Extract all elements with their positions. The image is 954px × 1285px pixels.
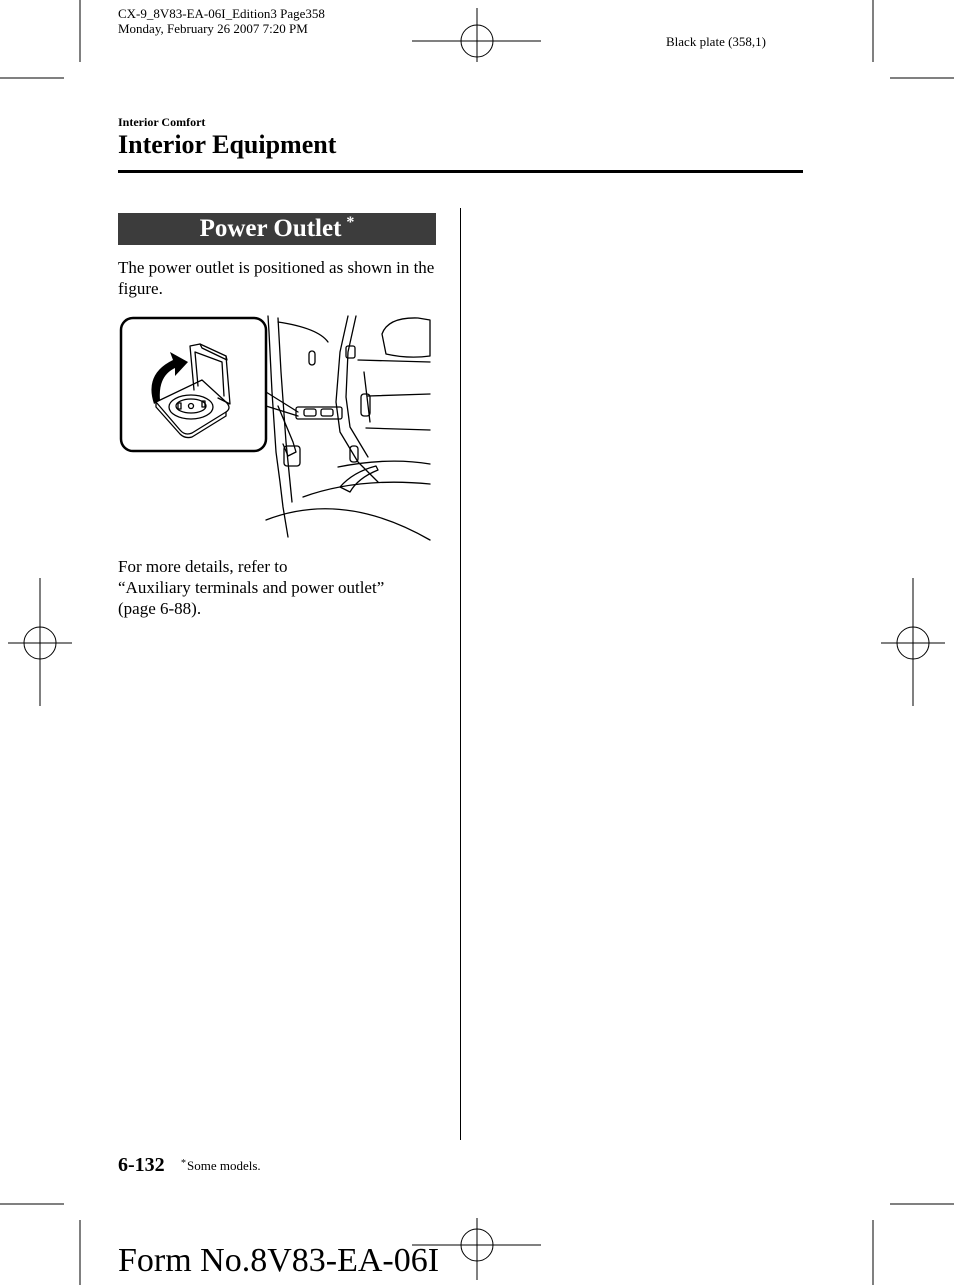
power-outlet-figure [118,312,434,544]
footnote-text: Some models. [187,1158,261,1173]
print-info-line1: CX-9_8V83-EA-06I_Edition3 Page358 [118,6,325,21]
footnote [181,1158,261,1174]
section-label: Interior Comfort [118,115,206,129]
asterisk-icon: * [181,1158,186,1169]
intro-paragraph: The power outlet is positioned as shown in the figure. [118,258,435,298]
reference-line-3: (page 6-88). [118,599,202,618]
section-heading-text: Power Outlet [199,215,342,242]
asterisk-icon: * [346,214,355,231]
print-info-line2: Monday, February 26 2007 7:20 PM [118,21,308,36]
section-heading [118,213,436,245]
form-number: Form No.8V83-EA-06I [118,1242,440,1279]
plate-label: Black plate (358,1) [666,34,766,49]
page-title: Interior Equipment [118,130,337,159]
column-divider [460,208,461,1140]
title-rule [118,170,803,173]
print-info [118,6,325,36]
page-number: 6-132 [118,1154,165,1176]
reference-line-2: “Auxiliary terminals and power outlet” [118,578,385,597]
reference-line-1: For more details, refer to [118,557,288,576]
reference-paragraph [118,556,436,619]
